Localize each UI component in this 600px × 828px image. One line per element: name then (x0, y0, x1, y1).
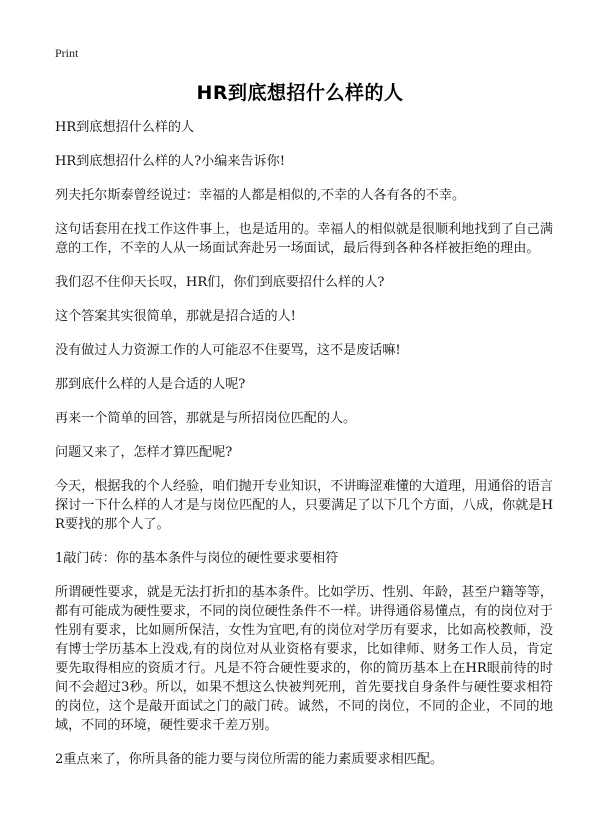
paragraph-13: 所谓硬性要求，就是无法打折扣的基本条件。比如学历、性别、年龄，甚至户籍等等，都有可能成为硬性要求，不同的岗位硬性条件不一样。讲得通俗易懂点，有的岗位对于性别有要求，比如厕所保洁，女性为宜吧,有的岗位对学历有要求，比如高校教师，没有博士学历基本上没戏,有的岗位对从业资格有要求，比如律师、财务工作人员，肯定要先取得相应的资质才行。凡是不符合硬性要求的，你的简历基本上在HR眼前待的时间不会超过3秒。所以，如果不想这么快被判死刑，首先要找自身条件与硬性要求相符的岗位，这个是敲开面试之门的敲门砖。诚然，不同的岗位，不同的企业，不同的地域，不同的环境，硬性要求千差万别。 (55, 585, 553, 733)
paragraph-5: 我们忍不住仰天长叹，HR们，你们到底要招什么样的人? (55, 275, 385, 290)
section-heading-2: 2重点来了，你所具备的能力要与岗位所需的能力素质要求相匹配。 (55, 752, 444, 767)
article-body (55, 118, 553, 784)
paragraph-6: 这个答案其实很简单，那就是招合适的人! (55, 309, 296, 324)
paragraph-9: 再来一个简单的回答，那就是与所招岗位匹配的人。 (55, 411, 357, 426)
paragraph-10: 问题又来了，怎样才算匹配呢? (55, 445, 233, 460)
paragraph-8: 那到底什么样的人是合适的人呢? (55, 377, 246, 392)
paragraph-3: 列夫托尔斯泰曾经说过：幸福的人都是相似的,不幸的人各有各的不幸。 (55, 188, 466, 203)
paragraph-2: HR到底想招什么样的人?小编来告诉你! (55, 154, 285, 169)
page-title: HR到底想招什么样的人 (196, 82, 404, 104)
paragraph-7: 没有做过人力资源工作的人可能忍不住要骂，这不是废话嘛! (55, 343, 401, 358)
print-link[interactable]: Print (55, 46, 79, 60)
paragraph-4: 这句话套用在找工作这件事上，也是适用的。幸福人的相似就是很顺利地找到了自己满意的工作，不幸的人从一场面试奔赴另一场面试，最后得到各种各样被拒绝的理由。 (55, 222, 553, 256)
paragraph-1: HR到底想招什么样的人 (55, 120, 195, 135)
section-heading-1: 1敲门砖：你的基本条件与岗位的硬性要求要相符 (55, 551, 339, 566)
paragraph-11: 今天，根据我的个人经验，咱们抛开专业知识，不讲晦涩难懂的大道理，用通俗的语言探讨一下什么样的人才是与岗位匹配的人，只要满足了以下几个方面，八成，你就是HR要找的那个人了。 (55, 479, 553, 532)
